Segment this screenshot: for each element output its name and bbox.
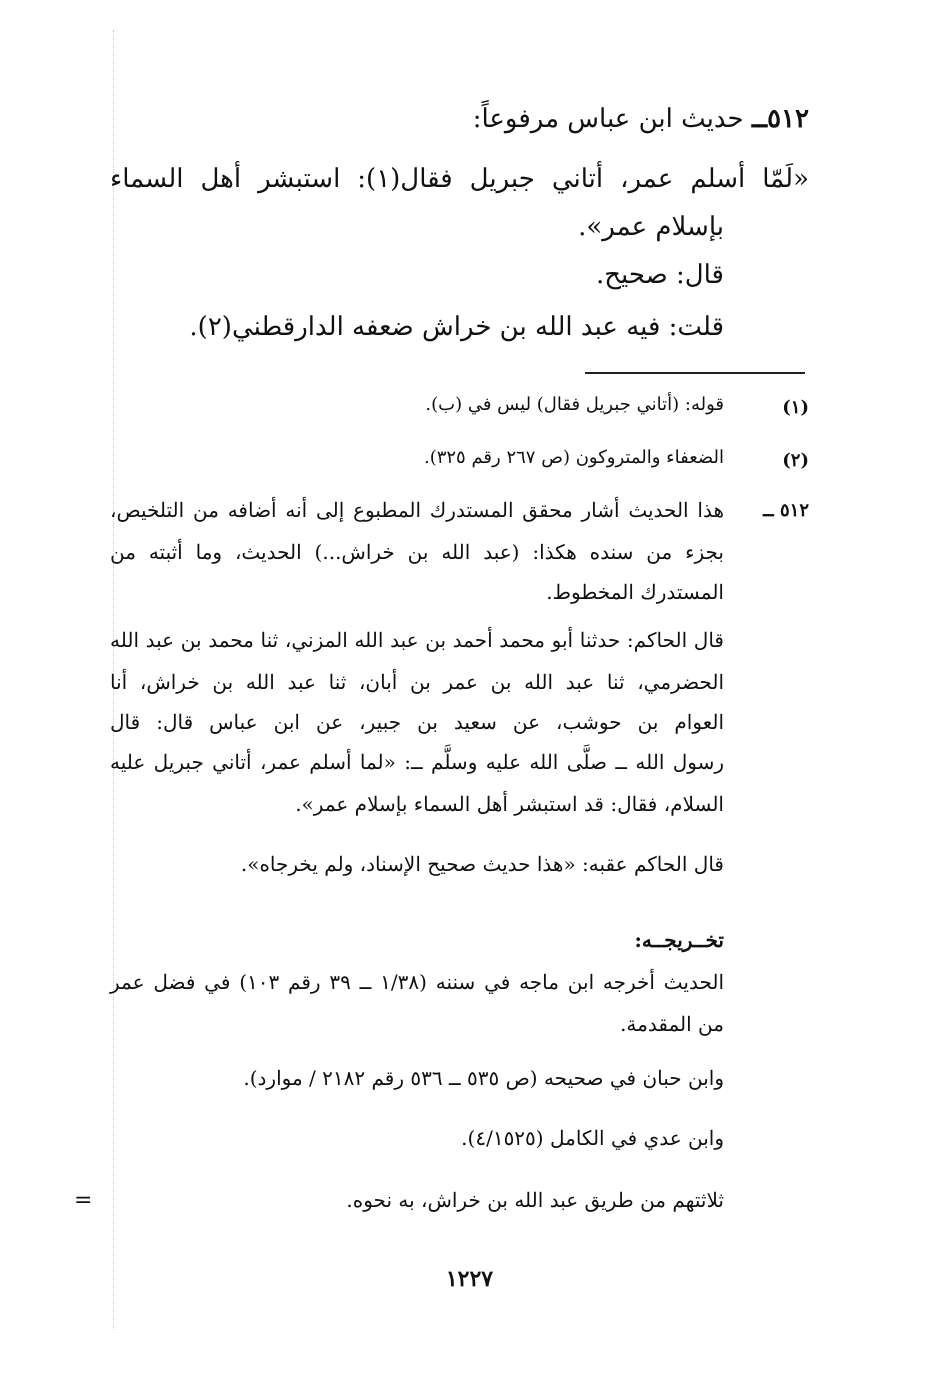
hadith-heading bbox=[473, 104, 809, 134]
hadith-line-2: بإسلام عمر». bbox=[578, 212, 724, 242]
footnote-2: الضعفاء والمتروكون (ص ٢٦٧ رقم ٣٢٥). bbox=[423, 447, 724, 468]
takhrij-4: ثلاثتهم من طريق عبد الله بن خراش، به نحوه. bbox=[346, 1188, 724, 1212]
hadith-heading-text: حديث ابن عباس مرفوعاً: bbox=[472, 104, 744, 134]
commentary-p2-line-1: قال الحاكم: حدثنا أبو محمد أحمد بن عبد الله المزني، ثنا محمد بن عبد الله bbox=[110, 628, 724, 652]
commentary-p1-line-3: المستدرك المخطوط. bbox=[546, 580, 724, 604]
takhrij-3: وابن عدي في الكامل (٤/١٥٢٥). bbox=[461, 1126, 724, 1150]
commentary-p1-line-1: هذا الحديث أشار محقق المستدرك المطبوع إلى أنه أضافه من التلخيص، bbox=[110, 498, 724, 522]
footnote-marker-1: (١) bbox=[782, 397, 809, 418]
commentary-p1-line-2: بجزء من سنده هكذا: (عبد الله بن خراش...) الحديث، وما أثبته من bbox=[110, 540, 724, 564]
hadith-verdict: قال: صحيح. bbox=[595, 260, 724, 290]
takhrij-2: وابن حبان في صحيحه (ص ٥٣٥ ــ ٥٣٦ رقم ٢١٨٢ / موارد). bbox=[243, 1066, 724, 1090]
footnote-marker-2: (٢) bbox=[782, 450, 809, 471]
takhrij-1-line-2: من المقدمة. bbox=[620, 1012, 724, 1036]
takhrij-1-line-1: الحديث أخرجه ابن ماجه في سننه (١/٣٨ ــ ٣٩ رقم ١٠٣) في فضل عمر bbox=[110, 970, 725, 994]
commentary-number: ٥١٢ ــ bbox=[763, 500, 809, 521]
commentary-p2-line-2: الحضرمي، ثنا عبد الله بن عمر بن أبان، ثنا عبد الله بن خراش، أنا bbox=[110, 670, 724, 694]
hadith-number: ٥١٢ــ bbox=[751, 104, 809, 134]
commentary-p2-line-5: السلام، فقال: قد استبشر أهل السماء بإسلام عمر». bbox=[295, 792, 724, 816]
footnote-separator bbox=[585, 372, 805, 374]
footnote-1: قوله: (أتاني جبريل فقال) ليس في (ب). bbox=[425, 394, 724, 415]
page-number: ١٢٢٧ bbox=[445, 1266, 494, 1292]
hadith-line-1: «لَمّا أسلم عمر، أتاني جبريل فقال(١): استبشر أهل السماء bbox=[110, 164, 809, 194]
continuation-mark: = bbox=[74, 1188, 93, 1213]
hadith-comment: قلت: فيه عبد الله بن خراش ضعفه الدارقطني(٢). bbox=[189, 312, 724, 342]
commentary-p3: قال الحاكم عقبه: «هذا حديث صحيح الإسناد، ولم يخرجاه». bbox=[240, 852, 724, 876]
commentary-p2-line-3: العوام بن حوشب، عن سعيد بن جبير، عن ابن عباس قال: قال bbox=[110, 710, 724, 734]
takhrij-heading: تخــريجــه: bbox=[634, 928, 724, 952]
commentary-p2-line-4: رسول الله ــ صلَّى الله عليه وسلَّم ــ: «لما أسلم عمر، أتاني جبريل عليه bbox=[110, 750, 724, 774]
